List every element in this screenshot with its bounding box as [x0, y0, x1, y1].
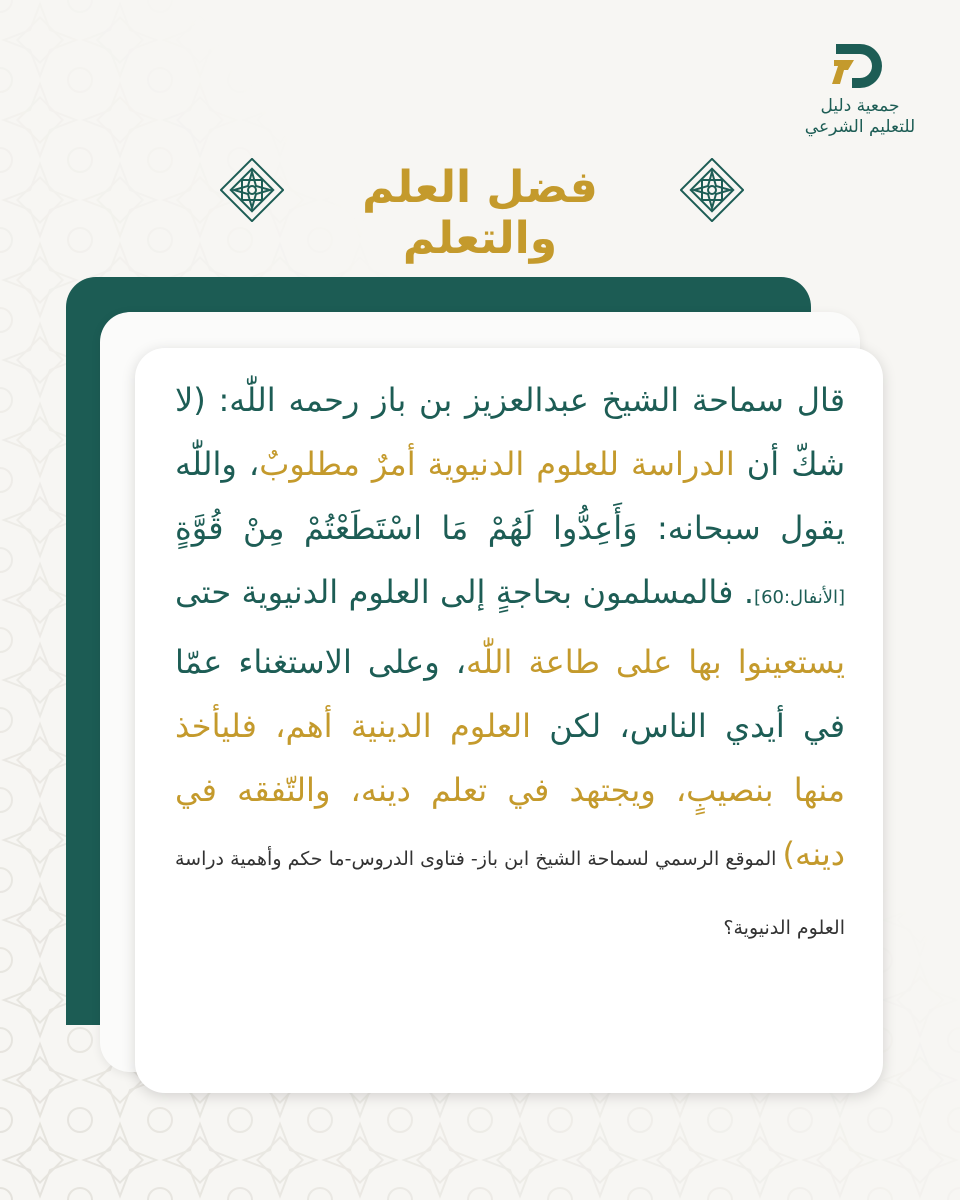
page-title: فضل العلم والتعلم [362, 162, 598, 264]
quote-highlight: العلوم الدينية أهم، فليأخذ منها بنصيبٍ، ويجتهد في تعلم دينه، والتّفقه في دينه [175, 707, 845, 873]
islamic-star-ornament-icon [680, 158, 744, 222]
logo-subtitle-line: للتعليم الشرعي [804, 117, 916, 137]
title-row [0, 150, 960, 264]
verse-reference: [الأنفال:60] [754, 587, 845, 608]
source-citation: الموقع الرسمي لسماحة الشيخ ابن باز- فتاوى الدروس-ما حكم وأهمية دراسة العلوم الدنيوية؟ [175, 848, 845, 939]
quote-segment: ، وعلى الاستغناء عمّا في أيدي الناس، لكن [175, 643, 845, 745]
quote-segment: ، واللّٰه يقول سبحانه: وَأَعِدُّوا لَهُمْ مَا اسْتَطَعْتُمْ مِنْ قُوَّةٍ [175, 445, 845, 547]
quote-card [135, 348, 883, 1093]
quote-segment: قال سماحة الشيخ عبدالعزيز بن باز رحمه اللّٰه: (لا شكّ أن [175, 381, 846, 483]
dalil-logo-icon [830, 40, 890, 92]
closing-paren: ) [782, 835, 796, 873]
logo-name-line: جمعية دليل [820, 96, 900, 116]
islamic-star-ornament-icon [220, 158, 284, 222]
logo [790, 40, 930, 150]
quote-highlight: يستعينوا بها على طاعة اللّٰه [466, 643, 845, 681]
quote-text [175, 368, 845, 960]
quote-highlight: الدراسة للعلوم الدنيوية أمرٌ مطلوبٌ [259, 445, 735, 483]
quote-segment: . فالمسلمون بحاجةٍ إلى العلوم الدنيوية حتى [175, 573, 755, 611]
